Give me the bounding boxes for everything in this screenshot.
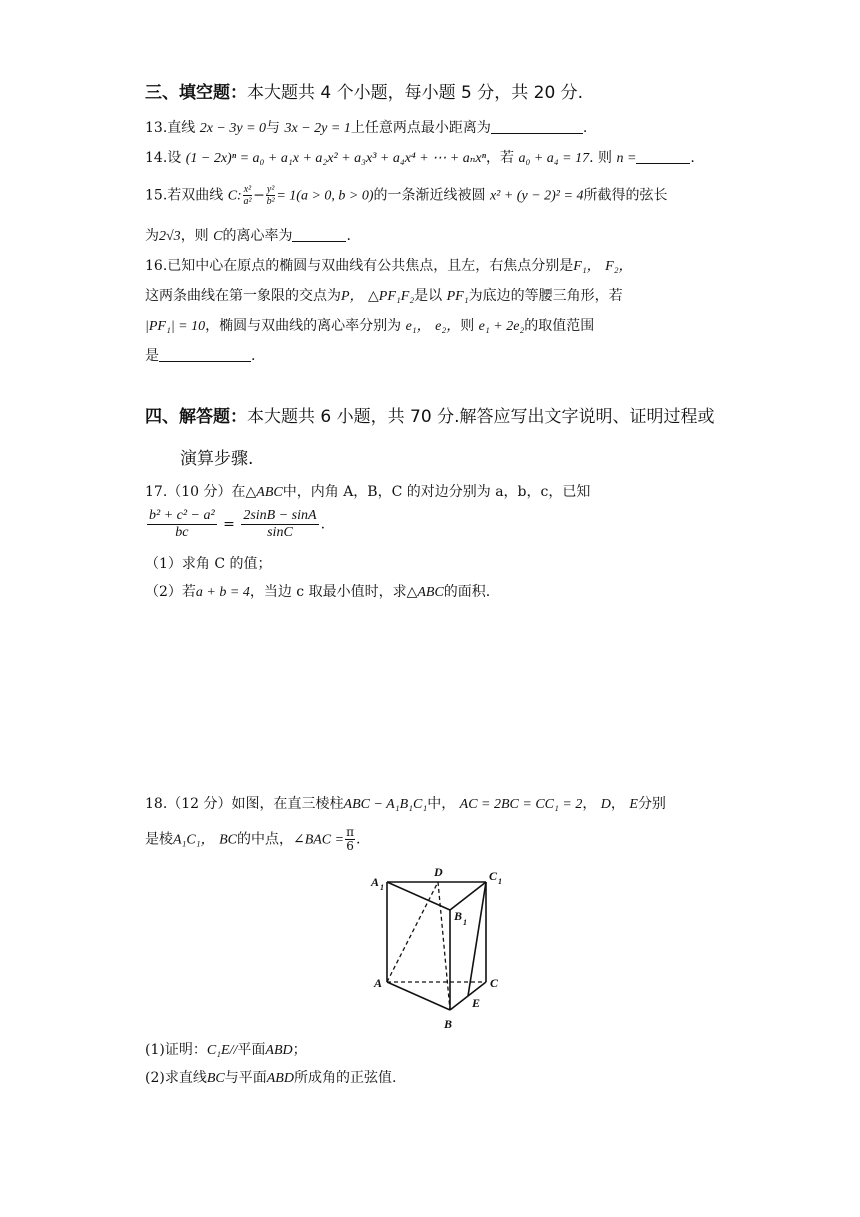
q14-expansion: (1 − 2x)ⁿ = a₀ + a₁x + a₂x² + a₃x³ + a₄x⁴ + ⋯ + aₙxⁿ bbox=[185, 151, 486, 166]
q17-part-1-text: （1）求角 C 的值； bbox=[145, 556, 272, 572]
q14-end: . bbox=[690, 150, 695, 166]
question-14 bbox=[145, 148, 695, 169]
q15-chord: 2√3 bbox=[159, 229, 181, 244]
q16-line3d: 的取值范围 bbox=[524, 318, 595, 334]
q16-length: |PF₁| = 10 bbox=[145, 319, 206, 334]
q16-pf1: PF₁ bbox=[446, 289, 469, 304]
answer-blank[interactable] bbox=[159, 347, 251, 362]
q18-part2-plane: ABD bbox=[266, 1071, 294, 1086]
q13-text: 直线 bbox=[167, 120, 196, 136]
q13-number: 13. bbox=[145, 120, 168, 136]
q15-tail: 所截得的弦长 bbox=[583, 187, 668, 204]
q16-f1: F₁， bbox=[573, 259, 601, 274]
label-a1: A bbox=[371, 875, 380, 889]
formula-lhs bbox=[147, 508, 217, 541]
q14-condition: a₀ + a₄ = 17 bbox=[518, 151, 590, 166]
q15-c-variable: C bbox=[213, 229, 223, 244]
label-a1-sub: 1 bbox=[380, 883, 384, 892]
q17-part2c: 的面积. bbox=[443, 584, 491, 600]
q18-part1a: (1)证明： bbox=[145, 1042, 207, 1058]
question-18-line-2: 是棱A₁C₁， BC的中点，∠BAC = $\frac{\pi}{6}$ . bbox=[145, 825, 361, 853]
q16-expression: e₁ + 2e₂ bbox=[478, 319, 525, 334]
question-17-part-1 bbox=[145, 554, 272, 574]
question-15: 15.若双曲线 C: $\frac{\text{x²}}{\text{a²}}$ − $\frac{\text{y²}}{\text{b²}}$ = 1(a > 0, b > 0)的一条渐近线被圆 x² + (y − 2)² = 4所截得的弦长 bbox=[145, 184, 668, 207]
q18-part2a: (2)求直线 bbox=[145, 1070, 207, 1086]
label-b1: B bbox=[454, 909, 463, 923]
question-18-part-2 bbox=[145, 1068, 396, 1089]
question-18 bbox=[145, 794, 666, 815]
section-4-heading-line-2 bbox=[180, 444, 253, 469]
section-4-heading bbox=[145, 402, 714, 427]
q18-part1-plane: ABD bbox=[265, 1043, 293, 1058]
section-4-description: 本大题共 6 小题，共 70 分.解答应写出文字说明、证明过程或 bbox=[247, 407, 715, 427]
q16-line3c: 则 bbox=[460, 318, 475, 334]
question-17 bbox=[145, 482, 590, 503]
q13-tail: 上任意两点最小距离为 bbox=[350, 120, 491, 136]
segment-c1e bbox=[468, 882, 486, 996]
lhs-numerator: b² + c² − a² bbox=[149, 508, 215, 523]
question-17-part-2 bbox=[145, 582, 490, 603]
q14-variable: n = bbox=[616, 151, 637, 166]
q17-intro-a: 17.（10 分）在 bbox=[145, 484, 246, 500]
rhs-denominator: sinC bbox=[267, 525, 293, 540]
q14-text: 设 bbox=[167, 150, 182, 166]
q17-triangle: △ABC bbox=[245, 485, 283, 500]
angle-numerator: π bbox=[346, 825, 354, 839]
question-17-formula: $\frac{\text{b² + c² − a²}}{bc}$ = $\frac{2\sin B - \sin A}{\sin C}$ . bbox=[149, 508, 326, 540]
q16-line3b: ，椭圆与双曲线的离心率分别为 bbox=[205, 318, 402, 334]
q14-number: 14. bbox=[145, 150, 168, 166]
q15-curve: C: bbox=[227, 188, 242, 204]
q18-line2b: 的中点， bbox=[236, 831, 293, 848]
q18-e: E bbox=[629, 797, 638, 812]
q15-text: 若双曲线 bbox=[167, 187, 224, 204]
label-c1-sub: 1 bbox=[498, 877, 502, 886]
fraction-x2-a2: $\frac{\text{x²}}{\text{a²}}$ bbox=[243, 184, 252, 207]
question-13 bbox=[145, 118, 587, 139]
angle-denominator: 6 bbox=[346, 839, 354, 853]
q18-line2a: 是棱 bbox=[145, 831, 173, 848]
q18-part2-bc: BC bbox=[206, 1071, 225, 1086]
q16-e1: e₁， bbox=[405, 319, 431, 334]
q13-line-2: 3x − 2y = 1 bbox=[284, 121, 351, 136]
question-16-line-3 bbox=[145, 316, 594, 337]
q16-line2a: 这两条曲线在第一象限的交点为 bbox=[145, 288, 341, 304]
fraction-y2-b2: $\frac{\text{y²}}{\text{b²}}$ bbox=[266, 184, 275, 207]
q18-d: D bbox=[600, 797, 611, 812]
q18-a1c1: A₁C₁， bbox=[173, 832, 215, 848]
q16-line2e: 为底边的等腰三角形，若 bbox=[468, 288, 623, 304]
q15-mid: 的一条渐近线被圆 bbox=[373, 187, 486, 204]
q13-line-1: 2x − 3y = 0 bbox=[199, 121, 267, 136]
answer-blank[interactable] bbox=[491, 119, 583, 134]
q17-part2b: ，当边 c 取最小值时，求 bbox=[249, 584, 407, 600]
q16-end: . bbox=[251, 348, 256, 364]
q15-circle: x² + (y − 2)² = 4 bbox=[489, 188, 584, 204]
q16-e2: e₂， bbox=[435, 319, 461, 334]
edge-ab bbox=[387, 982, 450, 1010]
q18-lengths: AC = 2BC = CC₁ = 2 bbox=[459, 797, 583, 812]
q18-comma: ， bbox=[610, 796, 625, 812]
section-4-description-2: 演算步骤. bbox=[180, 449, 254, 469]
q15-line2-tail: 的离心率为 bbox=[222, 228, 293, 244]
q18-angle: ∠BAC = bbox=[292, 832, 345, 848]
q14-ask: . 则 bbox=[589, 150, 612, 166]
q15-end: . bbox=[346, 228, 351, 244]
q15-number: 15. bbox=[145, 187, 168, 204]
segment-ad-hidden bbox=[387, 882, 438, 982]
q13-mid: 与 bbox=[266, 120, 281, 136]
section-3-title: 三、填空题： bbox=[145, 83, 247, 103]
rhs-numerator: 2sinB − sinA bbox=[243, 508, 317, 523]
formula-rhs bbox=[241, 508, 318, 541]
q18-part1b: 平面 bbox=[237, 1042, 266, 1058]
q17-part2-eq: a + b = 4 bbox=[195, 585, 250, 600]
q17-part2a: （2）若 bbox=[145, 584, 196, 600]
section-3-description: 本大题共 4 个小题，每小题 5 分，共 20 分. bbox=[247, 83, 584, 103]
q18-prism: ABC − A₁B₁C₁ bbox=[343, 797, 428, 812]
label-e: E bbox=[472, 996, 481, 1010]
q16-f2: F₂， bbox=[605, 259, 633, 274]
lhs-denominator: bc bbox=[175, 525, 189, 540]
q13-end: . bbox=[582, 120, 588, 136]
q16-line4: 是 bbox=[145, 348, 159, 364]
q17-intro-b: 中，内角 A，B，C 的对边分别为 a，b，c，已知 bbox=[282, 484, 591, 500]
q16-line2c: 是以 bbox=[414, 288, 443, 304]
q16-triangle: △PF₁F₂ bbox=[368, 289, 415, 304]
q15-curve-condition: = 1(a > 0, b > 0) bbox=[276, 188, 374, 204]
q18-intro-b: 中， bbox=[427, 796, 456, 812]
q18-bc: BC bbox=[219, 832, 237, 848]
q18-intro-c: ， bbox=[582, 796, 597, 812]
label-b: B bbox=[444, 1017, 453, 1031]
question-15-line-2 bbox=[145, 226, 351, 247]
q16-line-1: 16.已知中心在原点的椭圆与双曲线有公共焦点，且左，右焦点分别是 bbox=[145, 258, 574, 274]
edge-b1c1 bbox=[450, 882, 486, 910]
section-3-heading bbox=[145, 78, 583, 103]
question-16 bbox=[145, 256, 633, 277]
q18-intro-d: 分别 bbox=[637, 796, 666, 812]
label-c: C bbox=[490, 976, 499, 990]
q15-line2-mid: ，则 bbox=[180, 228, 209, 244]
label-b1-sub: 1 bbox=[463, 918, 467, 927]
label-d: D bbox=[434, 866, 443, 879]
prism-figure bbox=[368, 866, 508, 1036]
answer-blank[interactable] bbox=[292, 227, 346, 242]
section-4-title: 四、解答题： bbox=[145, 407, 247, 427]
q16-p: P， bbox=[341, 289, 364, 304]
q15-line2-pre: 为 bbox=[145, 228, 159, 244]
segment-db-hidden bbox=[438, 882, 450, 1010]
question-16-line-2 bbox=[145, 286, 623, 307]
q18-part1-expr: C₁E// bbox=[206, 1043, 238, 1058]
q14-cond-pre: ，若 bbox=[486, 150, 514, 166]
answer-blank[interactable] bbox=[636, 149, 690, 164]
angle-fraction bbox=[345, 826, 355, 853]
q17-part2-triangle: △ABC bbox=[406, 585, 444, 600]
q18-part2b: 与平面 bbox=[224, 1070, 267, 1086]
question-18-part-1: (1)证明：C₁E//平面ABD； bbox=[145, 1042, 307, 1058]
label-a: A bbox=[374, 976, 383, 990]
label-c1: C bbox=[489, 869, 498, 883]
q18-intro-a: 18.（12 分）如图，在直三棱柱 bbox=[145, 796, 344, 812]
q18-part2c: 所成角的正弦值. bbox=[293, 1070, 397, 1086]
question-16-line-4 bbox=[145, 346, 255, 366]
